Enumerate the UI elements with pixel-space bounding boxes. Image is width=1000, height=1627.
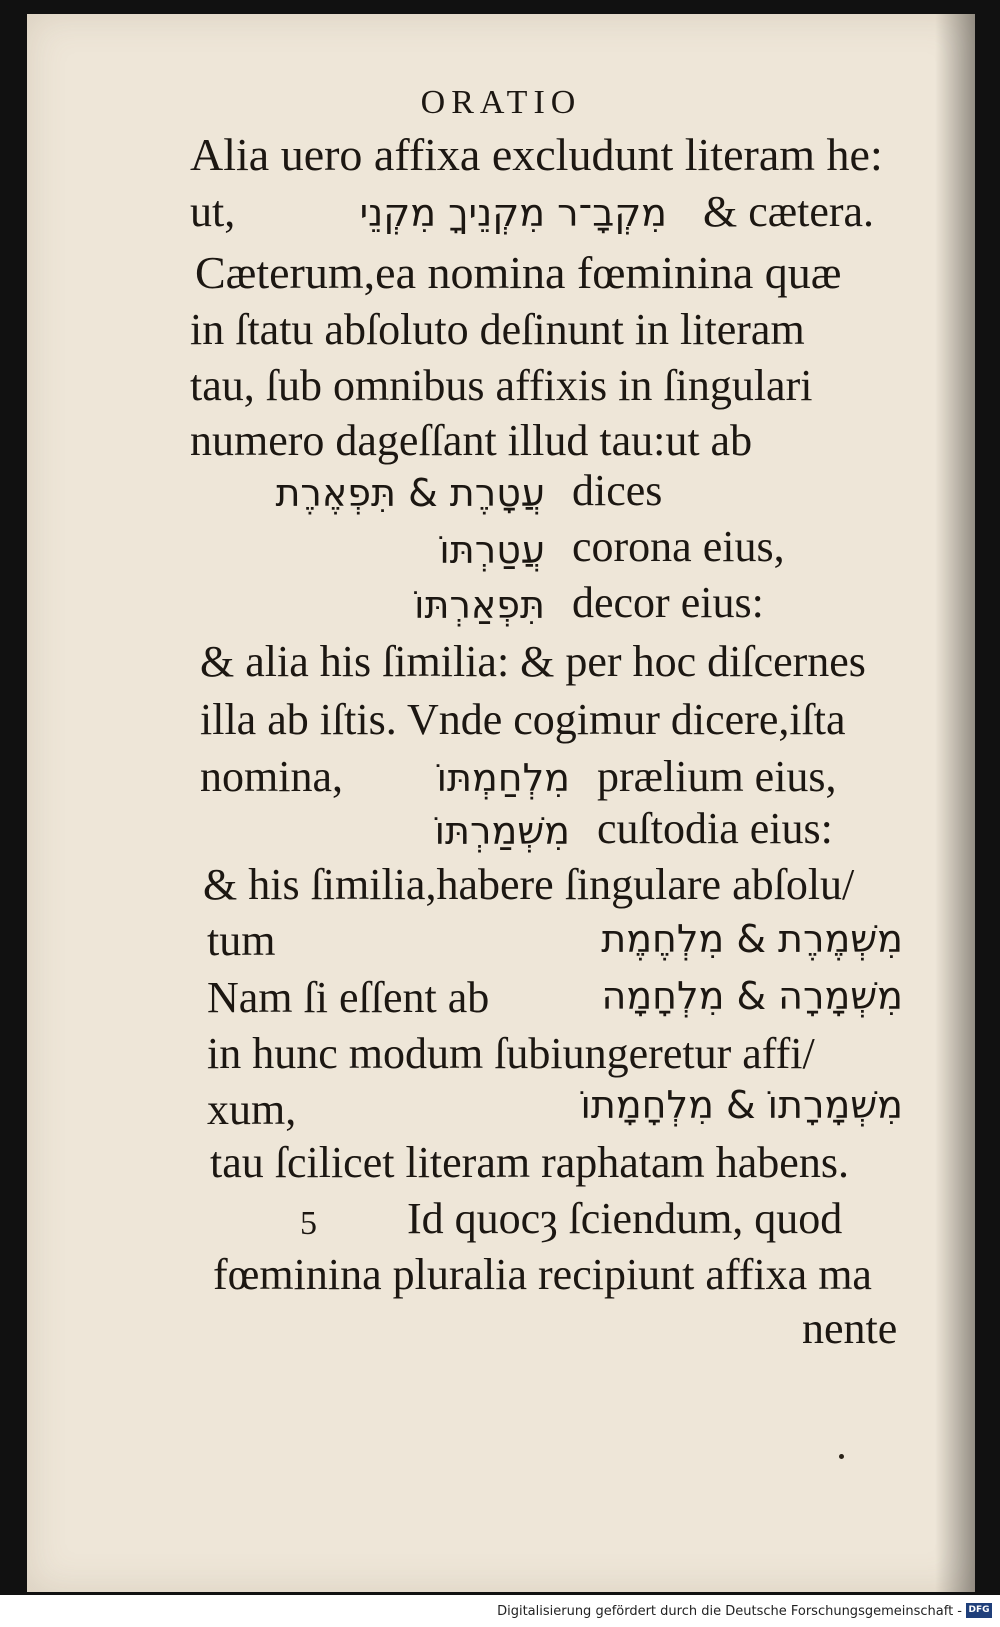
text-line-1: Alia uero affixa excludunt literam he: [190, 129, 883, 180]
text-line-9-hebrew: תִּפְאַרְתּוֹ [414, 583, 545, 627]
dfg-logo: DFG [966, 1603, 992, 1618]
text-line-13-latin: cuſtodia eius: [597, 804, 833, 853]
text-line-19: tau ſcilicet literam raphatam habens. [210, 1138, 849, 1187]
ink-speck [839, 1454, 844, 1459]
text-line-10: & alia his ſimilia: & per hoc diſcernes [200, 637, 866, 686]
text-line-12-latin: nomina, [200, 752, 343, 801]
text-line-6: numero dageſſant illud tau:ut ab [190, 416, 753, 465]
digitization-credit: Digitalisierung gefördert durch die Deutsche Forschungsgemeinschaft - [497, 1604, 962, 1619]
text-line-14: & his ſimilia,habere ſingulare abſolu/ [203, 860, 855, 909]
text-line-7-latin: dices [572, 466, 663, 515]
page-edge-shadow [935, 14, 975, 1592]
text-line-15-latin: tum [207, 916, 276, 965]
text-line-8-latin: corona eius, [572, 522, 785, 571]
text-line-12-hebrew: מִלְחַמְתּוֹ [436, 756, 570, 800]
text-line-15-hebrew: מִשְׁמֶרֶת & מִלְחֶמֶת [601, 917, 903, 961]
text-line-4: in ſtatu abſoluto deſinunt in literam [190, 305, 805, 354]
text-line-21: fœminina pluralia recipiunt affixa ma [213, 1250, 872, 1299]
text-line-2-latin-end: & cætera. [703, 187, 875, 236]
text-line-9-latin: decor eius: [572, 578, 764, 627]
text-line-3: Cæterum,ea nomina fœminina quæ [195, 247, 842, 298]
text-line-2-hebrew: מִקְבָ־ר מִקְנֵיךָ מִקְנֵי [359, 191, 667, 235]
text-line-20: Id quocȝ ſciendum, quod [407, 1194, 843, 1243]
catchword: nente [802, 1304, 898, 1353]
running-header: ORATIO [420, 84, 582, 121]
text-line-11: illa ab iſtis. Vnde cogimur dicere,iſta [200, 695, 846, 744]
text-line-7-hebrew: עֲטָרֶת & תִּפְאֶרֶת [275, 471, 545, 515]
text-line-8-hebrew: עֲטַרְתּוֹ [439, 528, 545, 572]
text-line-2-latin: ut, [190, 187, 236, 236]
text-line-18-hebrew: מִשְׁמָרָתוֹ & מִלְחָמָתוֹ [580, 1083, 903, 1127]
text-line-18-latin: xum, [207, 1085, 297, 1134]
text-line-16-latin: Nam ſi eſſent ab [207, 973, 490, 1022]
text-line-17: in hunc modum ſubiungeretur affi/ [207, 1029, 815, 1078]
section-number: 5 [300, 1205, 317, 1242]
text-line-5: tau, ſub omnibus affixis in ſingulari [190, 361, 813, 410]
book-page [27, 14, 975, 1592]
text-line-13-hebrew: מִשְׁמַרְתּוֹ [434, 809, 570, 853]
text-line-16-hebrew: מִשְׁמָרָה & מִלְחָמָה [601, 974, 903, 1018]
text-line-12-latin-end: prælium eius, [597, 752, 837, 801]
